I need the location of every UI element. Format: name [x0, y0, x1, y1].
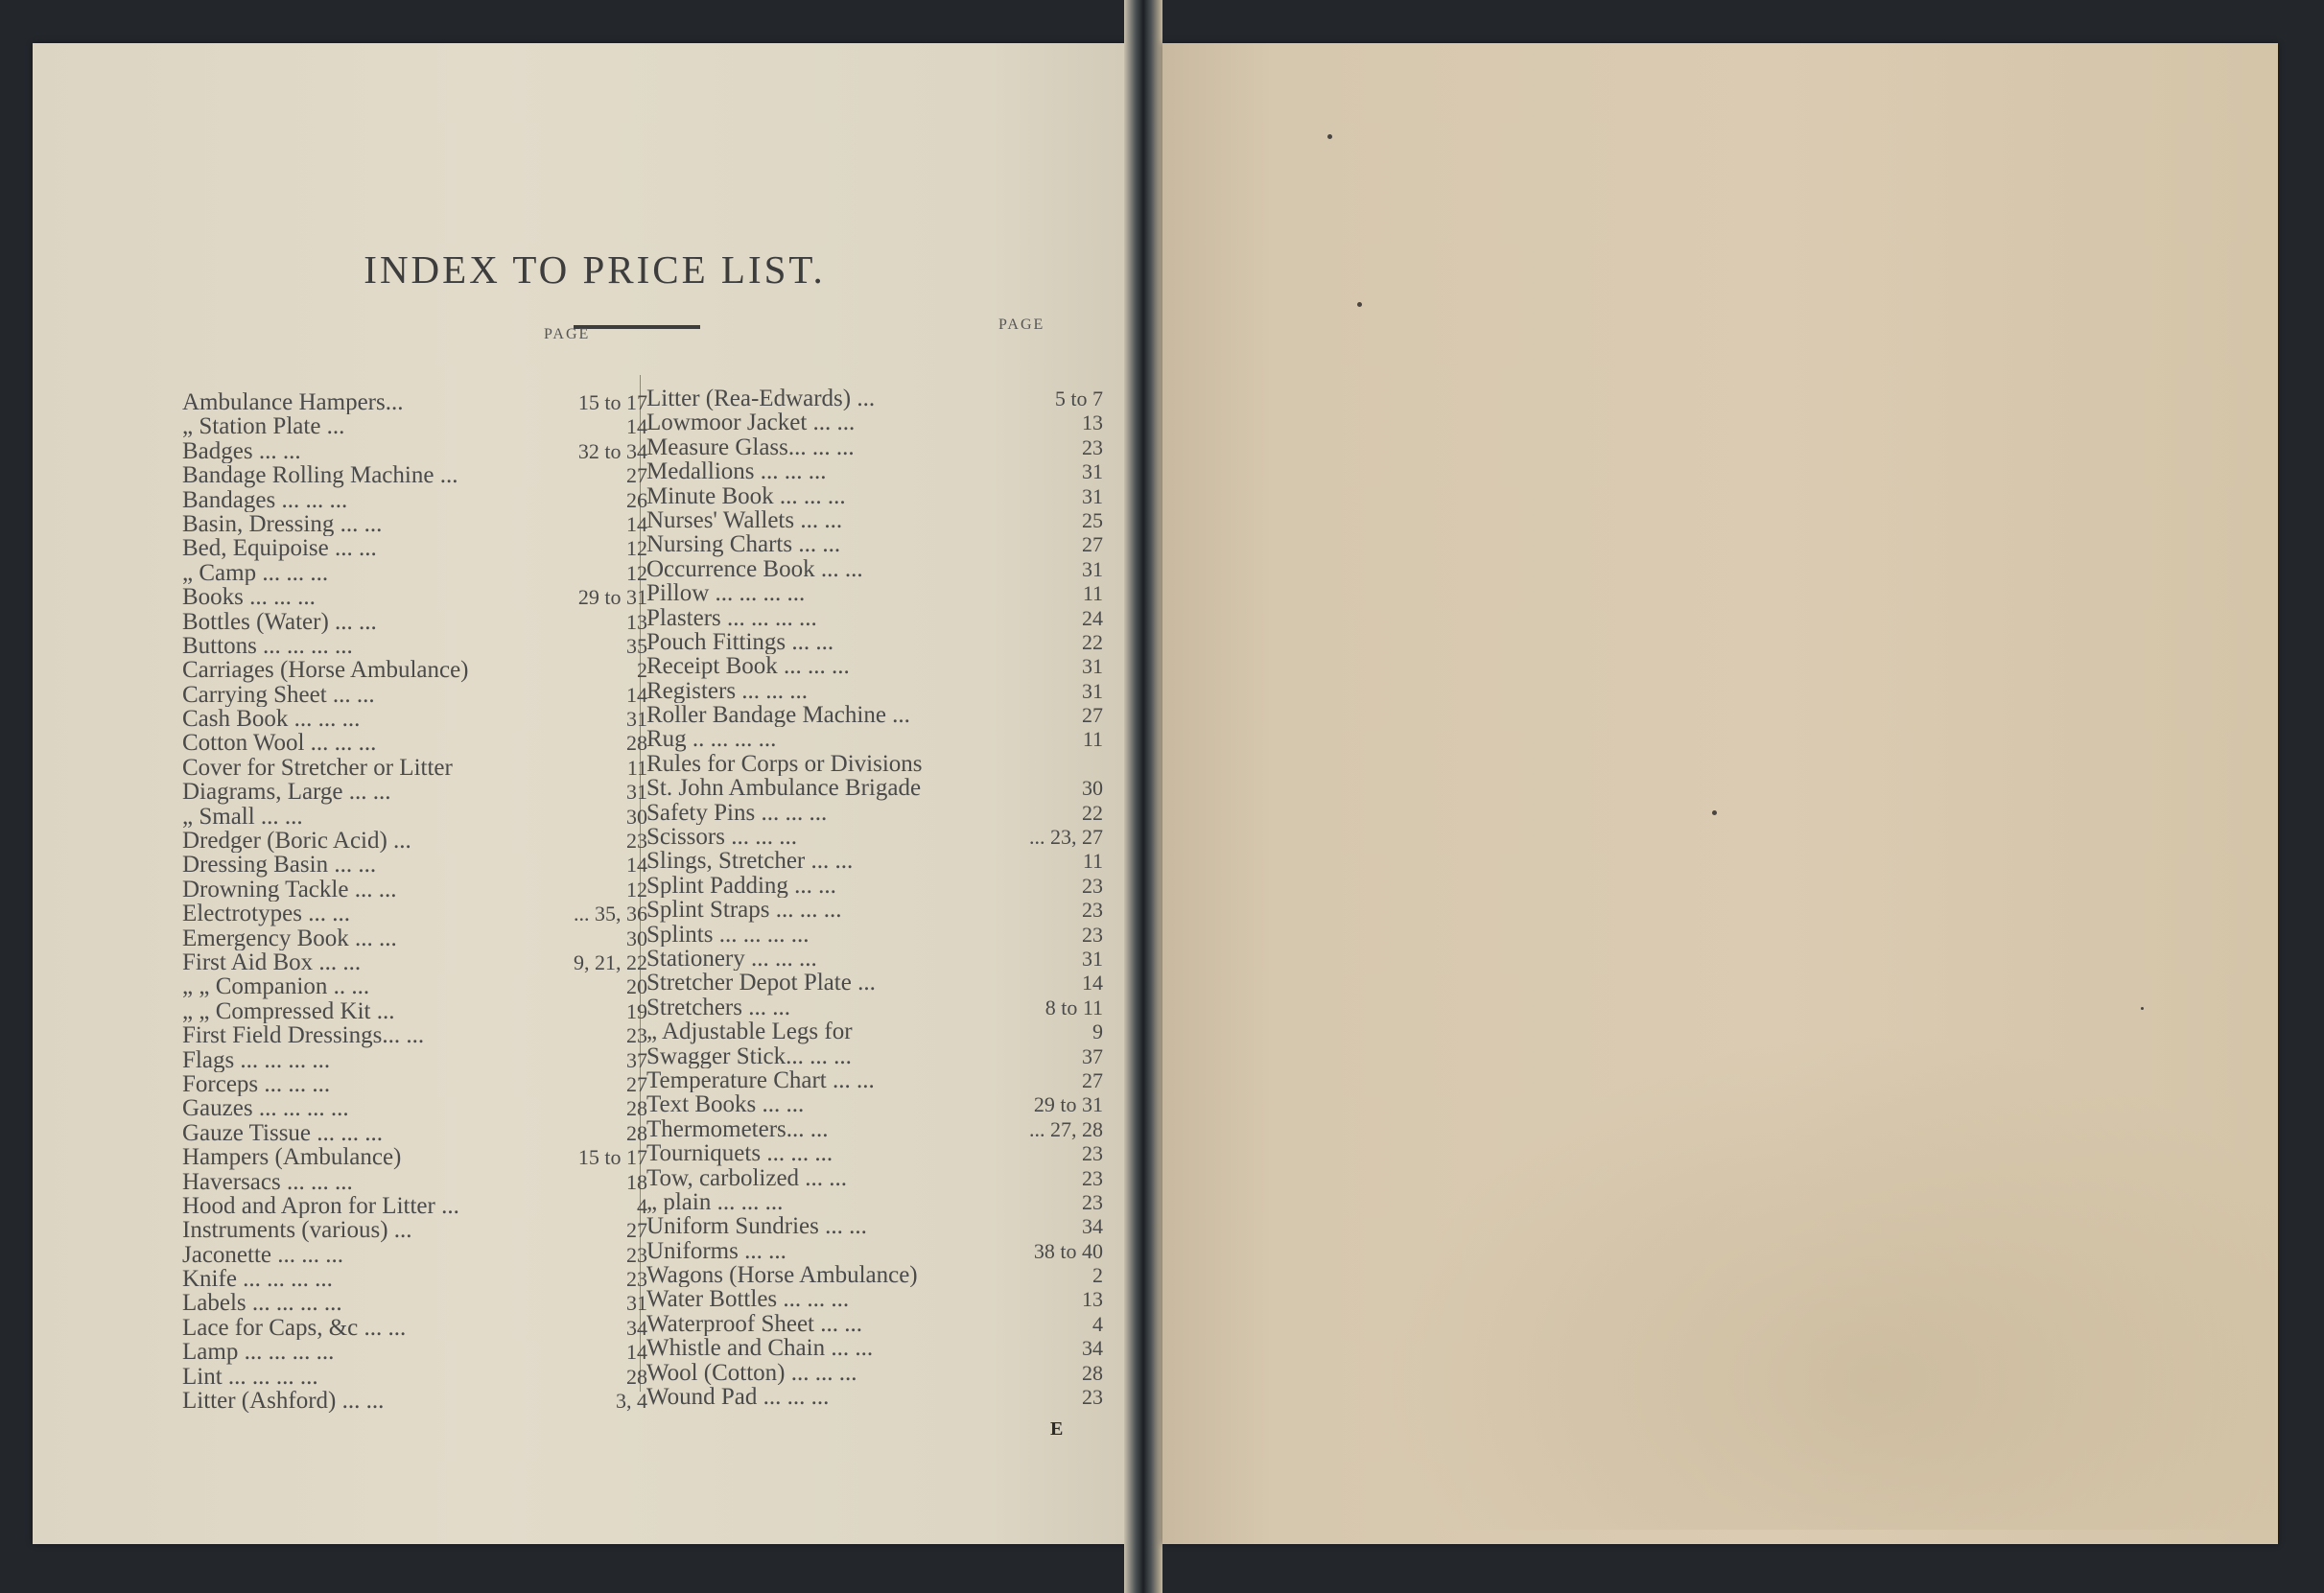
entry-name: Pillow ... ... ... ... [646, 581, 806, 606]
entry-name: Splint Straps ... ... ... [646, 898, 842, 923]
entry-page: 15 to 17 [577, 390, 647, 414]
entry-name: Lace for Caps, &c ... ... [182, 1315, 407, 1341]
entry-name: Scissors ... ... ... [646, 825, 797, 850]
entry-page: 27 [1082, 703, 1103, 728]
entry-page: 12 [626, 560, 647, 585]
index-entry [182, 536, 647, 560]
entry-page: 13 [1082, 1287, 1103, 1312]
entry-name: Slings, Stretcher ... ... [646, 849, 854, 874]
index-entry [182, 780, 647, 804]
index-entry [646, 654, 1103, 678]
entry-page: 19 [626, 998, 647, 1023]
entry-page: 26 [626, 487, 647, 512]
title-rule [574, 325, 700, 329]
entry-name: Carrying Sheet ... ... [182, 682, 375, 708]
entry-page: 28 [626, 731, 647, 756]
entry-page: 31 [1082, 556, 1103, 581]
entry-name: Rules for Corps or Divisions [646, 751, 923, 777]
entry-page: 37 [626, 1047, 647, 1072]
entry-name: Basin, Dressing ... ... [182, 511, 383, 537]
entry-name: Uniforms ... ... [646, 1238, 786, 1264]
entry-page: 9, 21, 22 [574, 949, 647, 974]
index-entry [182, 658, 647, 682]
entry-page: 14 [626, 414, 647, 439]
index-entry [182, 853, 647, 877]
entry-name: Dredger (Boric Acid) ... [182, 829, 411, 854]
entry-name: Bottles (Water) ... ... [182, 609, 377, 634]
entry-name: Pouch Fittings ... ... [646, 629, 834, 655]
entry-page: 4 [1092, 1311, 1103, 1336]
entry-name: „ „ Companion .. ... [182, 974, 370, 999]
entry-page: 23 [1082, 1385, 1103, 1410]
entry-name: Litter (Rea-Edwards) ... [646, 387, 876, 411]
entry-name: Drowning Tackle ... ... [182, 877, 397, 902]
entry-name: Water Bottles ... ... ... [646, 1287, 850, 1312]
entry-name: Hampers (Ambulance) [182, 1145, 402, 1170]
entry-name: „ Adjustable Legs for [646, 1019, 853, 1044]
entry-name: Bed, Equipoise ... ... [182, 536, 377, 561]
entry-page: 34 [626, 1315, 647, 1340]
index-entry [646, 532, 1103, 556]
paper-speck [1357, 302, 1362, 307]
index-entry [646, 630, 1103, 654]
index-entry [182, 805, 647, 829]
index-entry [182, 1048, 647, 1072]
paper-speck [1327, 134, 1332, 139]
index-entry [646, 1361, 1103, 1385]
entry-page: 34 [1082, 1336, 1103, 1361]
entry-name: „ „ Compressed Kit ... [182, 998, 395, 1024]
entry-page: 12 [626, 877, 647, 902]
entry-page: 30 [1082, 776, 1103, 801]
entry-page: 18 [626, 1169, 647, 1194]
entry-page: 35 [626, 633, 647, 658]
index-entry [182, 1340, 647, 1364]
entry-name: First Aid Box ... ... [182, 949, 362, 975]
index-entry [646, 727, 1103, 751]
index-entry [646, 1068, 1103, 1092]
index-entry [182, 829, 647, 853]
index-entry [182, 1218, 647, 1242]
entry-page: 14 [1082, 971, 1103, 996]
index-entry [646, 801, 1103, 825]
entry-page: 11 [626, 755, 647, 780]
entry-page: 12 [626, 536, 647, 561]
entry-name: Temperature Chart ... ... [646, 1067, 875, 1093]
index-entry [182, 999, 647, 1023]
index-entry [646, 1019, 1103, 1043]
entry-name: Rug .. ... ... ... [646, 727, 777, 752]
signature-mark: E [1050, 1418, 1064, 1440]
entry-name: Receipt Book ... ... ... [646, 654, 850, 679]
index-entry [646, 1166, 1103, 1190]
entry-page: 3, 4 [616, 1389, 647, 1414]
entry-name: Hood and Apron for Litter ... [182, 1193, 459, 1219]
entry-name: Flags ... ... ... ... [182, 1047, 331, 1072]
index-column-left [182, 390, 647, 1413]
index-entry [182, 756, 647, 780]
entry-page: 28 [626, 1096, 647, 1121]
entry-name: Bandages ... ... ... [182, 487, 348, 512]
index-entry [646, 1190, 1103, 1214]
index-entry [646, 1287, 1103, 1311]
entry-name: St. John Ambulance Brigade [646, 776, 922, 801]
entry-page: 31 [1082, 483, 1103, 508]
entry-page: 32 to 34 [577, 438, 647, 463]
index-entry [646, 435, 1103, 459]
paper-stain [1383, 1031, 2275, 1530]
entry-page: 4 [637, 1193, 647, 1218]
index-entry [646, 679, 1103, 703]
index-entry [182, 488, 647, 512]
entry-page: 37 [1082, 1043, 1103, 1068]
entry-name: Nurses' Wallets ... ... [646, 507, 843, 533]
entry-name: Books ... ... ... [182, 585, 316, 610]
index-entry [182, 926, 647, 950]
index-entry [646, 410, 1103, 434]
entry-page: 11 [1082, 581, 1103, 606]
entry-name: Carriages (Horse Ambulance) [182, 658, 469, 683]
entry-name: Stationery ... ... ... [646, 946, 817, 972]
entry-page: 2 [637, 658, 647, 683]
entry-page: 31 [1082, 946, 1103, 971]
index-entry [182, 950, 647, 974]
entry-name: Wagons (Horse Ambulance) [646, 1263, 918, 1288]
entry-name: Stretcher Depot Plate ... [646, 971, 876, 996]
index-entry [646, 923, 1103, 947]
entry-name: Gauzes ... ... ... ... [182, 1096, 349, 1121]
entry-name: Tow, carbolized ... ... [646, 1165, 848, 1190]
entry-page: 27 [1082, 532, 1103, 557]
entry-name: Knife ... ... ... ... [182, 1267, 333, 1292]
index-entry [182, 439, 647, 463]
index-entry [646, 1044, 1103, 1068]
index-entry [646, 484, 1103, 508]
index-entry [182, 1072, 647, 1096]
index-entry [646, 971, 1103, 995]
entry-page: 30 [626, 804, 647, 829]
entry-name: Badges ... ... [182, 438, 301, 464]
entry-page: 22 [1082, 800, 1103, 825]
entry-name: Ambulance Hampers... [182, 390, 404, 415]
entry-page: ... 27, 28 [1029, 1116, 1103, 1141]
entry-name: Litter (Ashford) ... ... [182, 1389, 385, 1414]
entry-name: Waterproof Sheet ... ... [646, 1311, 862, 1337]
entry-name: Cash Book ... ... ... [182, 707, 361, 732]
entry-page: 31 [626, 1291, 647, 1316]
entry-name: Forceps ... ... ... [182, 1071, 331, 1097]
index-entry [182, 512, 647, 536]
entry-page: 23 [626, 1267, 647, 1292]
entry-page: ... 23, 27 [1029, 825, 1103, 850]
entry-name: Lint ... ... ... ... [182, 1364, 318, 1390]
index-entry [182, 1121, 647, 1145]
entry-name: „ Camp ... ... ... [182, 560, 329, 586]
entry-page: 2 [1092, 1263, 1103, 1288]
paper-speck [2141, 1007, 2144, 1010]
entry-page: 9 [1092, 1019, 1103, 1044]
entry-name: Wool (Cotton) ... ... ... [646, 1360, 857, 1386]
entry-page: 27 [626, 463, 647, 488]
entry-page: 31 [1082, 678, 1103, 703]
index-entry [646, 849, 1103, 873]
index-entry [182, 610, 647, 634]
entry-name: Text Books ... ... [646, 1092, 805, 1117]
entry-name: Bandage Rolling Machine ... [182, 463, 458, 488]
index-entry [182, 1023, 647, 1047]
entry-name: Measure Glass... ... ... [646, 434, 855, 460]
entry-page: ... 35, 36 [574, 902, 647, 926]
index-entry [182, 731, 647, 755]
entry-name: Buttons ... ... ... ... [182, 633, 353, 659]
entry-page: 28 [626, 1364, 647, 1389]
entry-page: 24 [1082, 605, 1103, 630]
entry-name: Cotton Wool ... ... ... [182, 731, 377, 756]
index-entry [646, 387, 1103, 410]
left-page [33, 43, 1157, 1544]
index-entry [182, 707, 647, 731]
index-entry [182, 1243, 647, 1267]
index-column-right [646, 387, 1103, 1409]
index-entry [646, 581, 1103, 605]
entry-page: 30 [626, 925, 647, 950]
entry-name: „ Station Plate ... [182, 414, 345, 439]
index-entry [182, 1316, 647, 1340]
index-entry [646, 776, 1103, 800]
entry-page: 8 to 11 [1045, 995, 1103, 1019]
entry-page: 27 [1082, 1067, 1103, 1092]
index-entry [182, 1389, 647, 1413]
entry-name: Occurrence Book ... ... [646, 556, 863, 582]
entry-name: Dressing Basin ... ... [182, 853, 377, 878]
index-entry [182, 414, 647, 438]
entry-page: 31 [626, 707, 647, 732]
index-entry [646, 1239, 1103, 1263]
entry-page: 11 [1082, 849, 1103, 874]
entry-name: Splint Padding ... ... [646, 873, 836, 899]
index-entry [646, 459, 1103, 483]
index-entry [182, 1170, 647, 1194]
index-entry [646, 1214, 1103, 1238]
entry-name: Wound Pad ... ... ... [646, 1385, 830, 1410]
index-entry [646, 557, 1103, 581]
entry-name: Gauze Tissue ... ... ... [182, 1120, 384, 1146]
index-entry [646, 874, 1103, 898]
entry-name: Electrotypes ... ... [182, 902, 350, 926]
entry-page: 27 [626, 1218, 647, 1243]
entry-page: 13 [1082, 410, 1103, 435]
entry-page: 15 to 17 [577, 1145, 647, 1170]
entry-name: Diagrams, Large ... ... [182, 780, 391, 805]
entry-name: Jaconette ... ... ... [182, 1242, 344, 1268]
entry-name: Instruments (various) ... [182, 1218, 412, 1243]
entry-page: 20 [626, 974, 647, 999]
entry-page: 14 [626, 682, 647, 707]
index-entry [182, 1145, 647, 1169]
index-entry [182, 1096, 647, 1120]
entry-page: 31 [1082, 459, 1103, 484]
entry-page: 23 [626, 1023, 647, 1048]
index-entry [182, 1291, 647, 1315]
entry-name: Minute Book ... ... ... [646, 483, 846, 508]
entry-page: 27 [626, 1071, 647, 1096]
index-entry [646, 508, 1103, 532]
right-page-header: PAGE [998, 316, 1045, 333]
entry-name: „ plain ... ... ... [646, 1189, 784, 1215]
entry-name: Tourniquets ... ... ... [646, 1141, 833, 1166]
entry-name: Uniform Sundries ... ... [646, 1214, 867, 1239]
entry-name: Splints ... ... ... ... [646, 922, 810, 947]
index-entry [646, 1336, 1103, 1360]
entry-page: 22 [1082, 629, 1103, 654]
right-page-blank [1162, 43, 2278, 1544]
index-entry [182, 974, 647, 998]
entry-page: 23 [1082, 434, 1103, 459]
entry-page: 23 [1082, 922, 1103, 947]
entry-page: 23 [626, 829, 647, 854]
entry-page: 34 [1082, 1214, 1103, 1239]
entry-page: 23 [1082, 1189, 1103, 1214]
index-entry [182, 902, 647, 925]
entry-name: First Field Dressings... ... [182, 1023, 425, 1048]
index-entry [182, 683, 647, 707]
index-entry [182, 463, 647, 487]
index-entry [646, 1117, 1103, 1141]
index-entry [646, 996, 1103, 1019]
entry-page: 38 to 40 [1033, 1238, 1103, 1263]
entry-page: 11 [1082, 727, 1103, 752]
index-title: INDEX TO PRICE LIST. [364, 247, 826, 292]
index-entry [646, 606, 1103, 630]
index-entry [182, 878, 647, 902]
entry-page: 23 [1082, 898, 1103, 923]
entry-page: 28 [626, 1120, 647, 1145]
entry-name: Medallions ... ... ... [646, 459, 827, 484]
left-page-header: PAGE [544, 326, 591, 342]
index-entry [646, 1385, 1103, 1409]
entry-page: 23 [1082, 873, 1103, 898]
index-entry [182, 1365, 647, 1389]
entry-page: 31 [1082, 654, 1103, 679]
index-entry [182, 561, 647, 585]
index-entry [182, 585, 647, 609]
entry-name: „ Small ... ... [182, 804, 303, 830]
index-entry [182, 390, 647, 414]
entry-page: 23 [626, 1242, 647, 1267]
index-entry [646, 947, 1103, 971]
index-entry [646, 1312, 1103, 1336]
entry-page: 5 to 7 [1054, 387, 1103, 410]
entry-page: 14 [626, 511, 647, 536]
entry-name: Safety Pins ... ... ... [646, 800, 828, 826]
entry-name: Registers ... ... ... [646, 678, 809, 704]
index-entry [646, 703, 1103, 727]
entry-page: 29 to 31 [1033, 1092, 1103, 1117]
index-entry [646, 898, 1103, 922]
index-entry [646, 1263, 1103, 1287]
entry-name: Whistle and Chain ... ... [646, 1336, 874, 1361]
entry-name: Thermometers... ... [646, 1116, 829, 1142]
entry-name: Nursing Charts ... ... [646, 532, 841, 557]
entry-name: Plasters ... ... ... ... [646, 605, 817, 630]
entry-name: Swagger Stick... ... ... [646, 1043, 852, 1068]
entry-name: Cover for Stretcher or Litter [182, 755, 453, 781]
entry-page: 23 [1082, 1141, 1103, 1166]
entry-page: 14 [626, 1340, 647, 1365]
entry-name: Lamp ... ... ... ... [182, 1340, 335, 1365]
entry-page: 29 to 31 [577, 585, 647, 610]
book-gutter [1124, 0, 1162, 1593]
index-entry [646, 825, 1103, 849]
entry-page: 23 [1082, 1165, 1103, 1190]
index-entry [182, 1267, 647, 1291]
paper-speck [1712, 810, 1717, 815]
entry-name: Emergency Book ... ... [182, 925, 397, 950]
entry-page: 25 [1082, 507, 1103, 532]
entry-page: 14 [626, 853, 647, 878]
entry-name: Lowmoor Jacket ... ... [646, 410, 856, 435]
index-entry [646, 1141, 1103, 1165]
entry-name: Haversacs ... ... ... [182, 1169, 353, 1194]
index-entry [646, 1092, 1103, 1116]
entry-name: Roller Bandage Machine ... [646, 703, 910, 728]
index-entry [182, 634, 647, 658]
entry-name: Labels ... ... ... ... [182, 1291, 342, 1316]
index-entry [646, 752, 1103, 776]
entry-page: 28 [1082, 1360, 1103, 1385]
index-entry [182, 1194, 647, 1218]
entry-name: Stretchers ... ... [646, 995, 790, 1020]
entry-page: 31 [626, 780, 647, 805]
entry-page: 13 [626, 609, 647, 634]
